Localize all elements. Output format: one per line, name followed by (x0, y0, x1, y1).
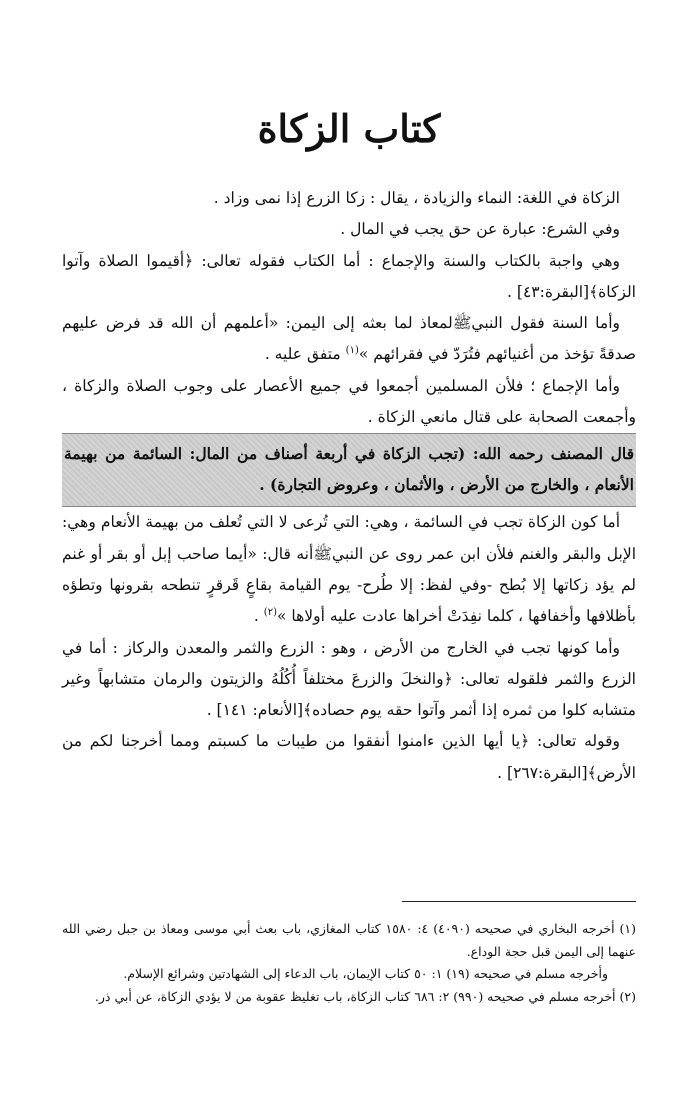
footnote-1-continued: وأخرجه مسلم في صحيحه (١٩) ١: ٥٠ كتاب الإيمان، باب الدعاء إلى الشهادتين وشرائع الإسلام. (123, 966, 608, 982)
paragraph-evidence-sunnah (62, 308, 636, 371)
footnote-2: (٢) أخرجه مسلم في صحيحه (٩٩٠) ٢: ٦٨٦ كتاب الزكاة، باب تغليظ عقوبة من لا يؤدي الزكاة، عن أبي ذر. (94, 988, 636, 1004)
saimah-tail: . (253, 607, 264, 626)
footnote-1: (١) أخرجه البخاري في صحيحه (٤٠٩٠) ٤: ١٥٨٠ كتاب المغازي، باب بعث أبي موسى ومعاذ بن جبل رضي الله عنهما إلى اليمن قبل حجة الوداع. (62, 921, 636, 959)
footnote-ref-1[interactable]: (١) (345, 345, 359, 357)
paragraph-spend-verse: وقوله تعالى: ﴿يا أيها الذين ءامنوا أنفقوا من طيبات ما كسبتم ومما أخرجنا لكم من الأرض﴾[البقرة:٢٦٧] . (62, 732, 636, 782)
paragraph-definition-language: الزكاة في اللغة: النماء والزيادة ، يقال : زكا الزرع إذا نمى وزاد . (213, 189, 620, 207)
saimah-text: أما كون الزكاة تجب في السائمة ، وهي: التي تُرعى لا التي تُعلف من بهيمة الأنعام وهي: الإبل والبقر والغنم فلأن ابن عمر روى عن النبيﷺأنه قال: «أيما صاحب إبل أو بقر أو غنم لم يؤد زكاتها إلا بُطح -وفي لفظ: إلا طُرح- يوم القيامة بقاعٍ قَرقرٍ تنطحه بقرونها وتطؤه بأظلافها وأخفافها ، كلما نفِدَتْ أخراها عادت عليه أولاها » (62, 513, 636, 626)
page-title: كتاب الزكاة (257, 106, 441, 151)
book-page (62, 0, 636, 1102)
paragraph-saimah (62, 507, 636, 632)
main-text (62, 183, 636, 789)
paragraph-evidence-quran: وهي واجبة بالكتاب والسنة والإجماع : أما الكتاب فقوله تعالى: ﴿أقيموا الصلاة وآتوا الزكاة﴾[البقرة:٤٣] . (62, 251, 636, 301)
sunnah-text: وأما السنة فقول النبيﷺلمعاذ لما بعثه إلى اليمن: «أعلمهم أن الله قد فرض عليهم صدقةً تؤخذ من أغنيائهم فتُرَدّ في فقرائهم » (62, 314, 636, 364)
footnotes (62, 918, 636, 1008)
paragraph-produce: وأما كونها تجب في الخارج من الأرض ، وهو : الزرع والثمر والمعدن والركاز : أما في الزرع والثمر فلقوله تعالى: ﴿والنخلَ والزرعَ مختلفاً أُكُلُهُ والزيتون والرمان متشابهاً وغير متشابه كلوا من ثمره إذا أثمر وآتوا حقه يوم حصاده﴾[الأنعام: ١٤١] . (62, 638, 636, 720)
sunnah-tail: متفق عليه . (264, 345, 346, 364)
footnote-divider (402, 901, 636, 902)
paragraph-definition-sharia: وفي الشرع: عبارة عن حق يجب في المال . (340, 220, 620, 239)
author-statement-highlight: قال المصنف رحمه الله: (تجب الزكاة في أربعة أصناف من المال: السائمة من بهيمة الأنعام ، والخارج من الأرض ، والأثمان ، وعروض التجارة) . (62, 433, 636, 507)
paragraph-evidence-ijma: وأما الإجماع ؛ فلأن المسلمين أجمعوا في جميع الأعصار على وجوب الصلاة والزكاة ، وأجمعت الصحابة على قتال مانعي الزكاة . (62, 376, 636, 427)
footnote-ref-2[interactable]: (٢) (263, 607, 277, 619)
